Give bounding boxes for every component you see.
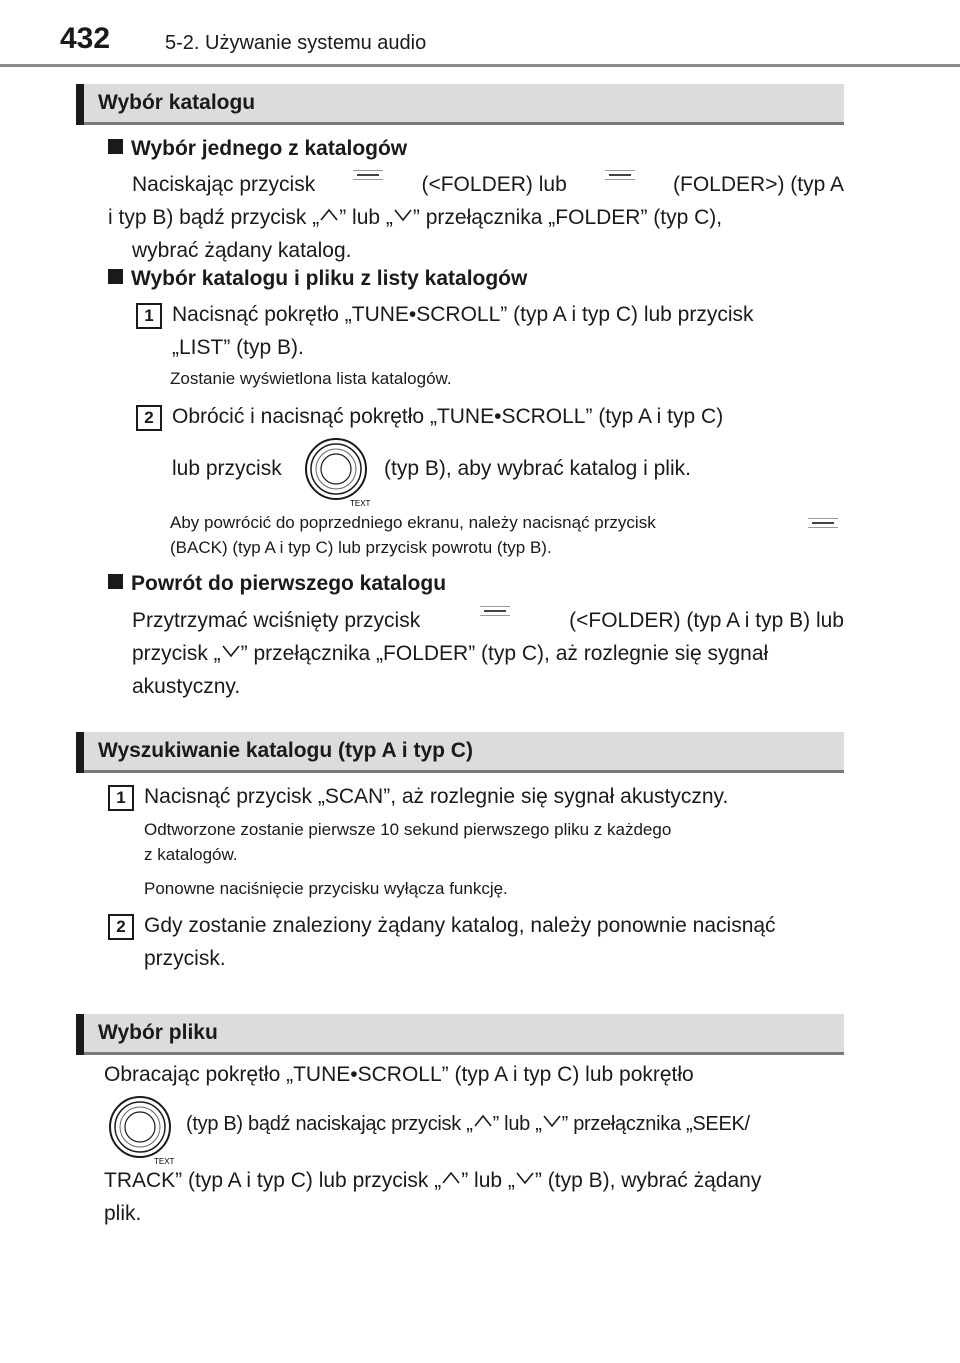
square-bullet-icon	[108, 139, 123, 154]
square-bullet-icon	[108, 269, 123, 284]
paragraph-select-one: Naciskając przycisk (<FOLDER) lub (FOLDER>) (typ A i typ B) bądź przycisk „ ” lub „ ” przełącznika „FOLDER” (typ C), wybrać żądany katalog.	[132, 168, 844, 267]
step-list-1: Nacisnąć pokrętło „TUNE•SCROLL” (typ A i typ C) lub przycisk „LIST” (typ B).	[172, 303, 754, 359]
search-step-1: Nacisnąć przycisk „SCAN”, aż rozlegnie się sygnał akustyczny.	[144, 785, 729, 808]
step-number: 2	[136, 405, 162, 431]
file-line-3: TRACK” (typ A i typ C) lub przycisk „ ” lub „ ” (typ B), wybrać żądany	[104, 1169, 762, 1192]
note-back: Aby powrócić do poprzedniego ekranu, należy nacisnąć przycisk (BACK) (typ A i typ C) lub przycisk powrotu (typ B).	[170, 510, 844, 560]
search-note-1: Odtworzone zostanie pierwsze 10 sekund pierwszego pliku z każdego z katalogów.	[144, 820, 672, 864]
chapter-title: 5-2. Używanie systemu audio	[165, 32, 427, 54]
step-list-2: Obrócić i nacisnąć pokrętło „TUNE•SCROLL” (typ A i typ C)	[172, 405, 724, 428]
page-number: 432	[60, 22, 111, 55]
folder-next-button-icon	[603, 168, 637, 182]
chevron-up-icon	[319, 208, 339, 222]
header-divider	[0, 64, 960, 67]
folder-prev-button-icon	[351, 168, 385, 182]
back-button-icon	[806, 516, 840, 530]
step-number: 1	[136, 303, 162, 329]
chevron-down-icon	[221, 644, 241, 658]
tune-knob-icon	[104, 1094, 180, 1166]
chevron-down-icon	[393, 208, 413, 222]
file-line-1: Obracając pokrętło „TUNE•SCROLL” (typ A i typ C) lub pokrętło	[104, 1063, 694, 1086]
section-title: Wyszukiwanie katalogu (typ A i typ C)	[98, 739, 473, 762]
search-step-2: Gdy zostanie znaleziony żądany katalog, należy ponownie nacisnąć przycisk.	[144, 914, 776, 970]
subheading-return: Powrót do pierwszego katalogu	[108, 572, 446, 596]
section-title: Wybór katalogu	[98, 91, 256, 114]
svg-text:TEXT: TEXT	[350, 499, 371, 508]
step-list-2-line2-end: (typ B), aby wybrać katalog i plik.	[384, 457, 691, 480]
subheading-select-one: Wybór jednego z katalogów	[108, 137, 407, 161]
square-bullet-icon	[108, 574, 123, 589]
section-title: Wybór pliku	[98, 1021, 218, 1044]
search-note-2: Ponowne naciśnięcie przycisku wyłącza funkcję.	[144, 879, 508, 898]
step-number: 2	[108, 914, 134, 940]
section-header-catalog	[76, 84, 844, 125]
step-list-2-line2: lub przycisk	[172, 457, 282, 480]
file-line-4: plik.	[104, 1202, 142, 1225]
chevron-down-icon	[515, 1171, 535, 1185]
folder-prev-button-icon	[478, 604, 512, 618]
chevron-down-icon	[542, 1114, 562, 1128]
paragraph-return: Przytrzymać wciśnięty przycisk (<FOLDER) (typ A i typ B) lub przycisk „ ” przełącznika „FOLDER” (typ C), aż rozlegnie się sygnał akustyczny.	[132, 604, 844, 703]
section-header-search	[76, 732, 844, 773]
svg-text:TEXT: TEXT	[154, 1157, 175, 1166]
subheading-list: Wybór katalogu i pliku z listy katalogów	[108, 267, 527, 291]
note-list-shown: Zostanie wyświetlona lista katalogów.	[170, 369, 452, 388]
section-header-file	[76, 1014, 844, 1055]
step-number: 1	[108, 785, 134, 811]
chevron-up-icon	[441, 1171, 461, 1185]
chevron-up-icon	[473, 1114, 493, 1128]
tune-knob-icon	[300, 436, 376, 508]
file-line-2: (typ B) bądź naciskając przycisk „ ” lub „ ” przełącznika „SEEK/	[186, 1113, 750, 1135]
